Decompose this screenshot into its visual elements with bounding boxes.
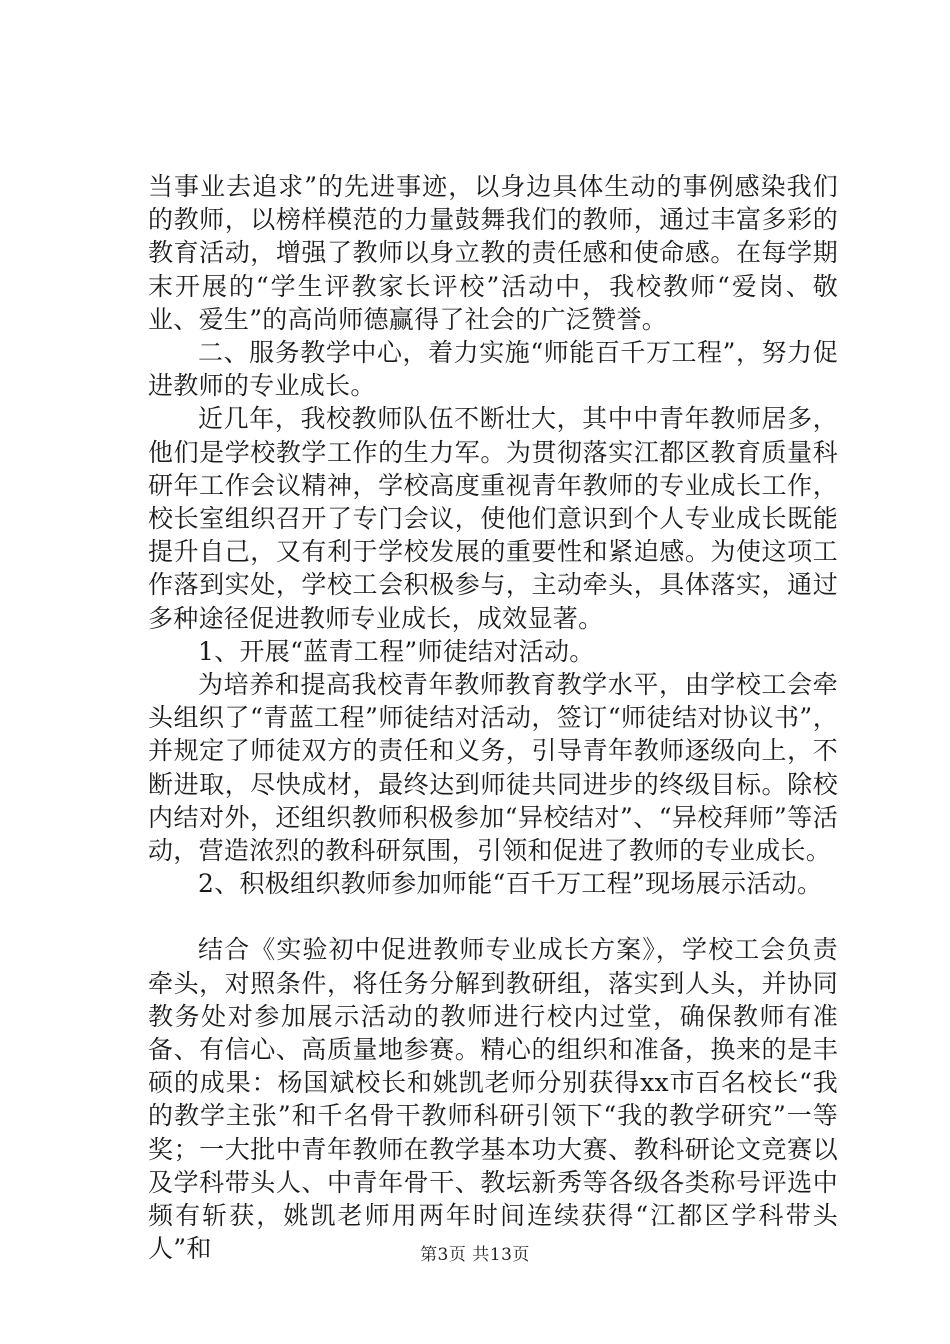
- paragraph-results: 结合《实验初中促进教师专业成长方案》，学校工会负责牵头，对照条件，将任务分解到教研组，落实到人头，并协同教务处对参加展示活动的教师进行校内过堂，确保教师有准备、有信心、高质量地参赛。精心的组织和准备，换来的是丰硕的成果：杨国斌校长和姚凯老师分别获得xx市百名校长“我的教学主张”和千名骨干教师科研引领下“我的教学研究”一等奖；一大批中青年教师在教学基本功大赛、教科研论文竞赛以及学科带头人、中青年骨干、教坛新秀等各级各类称号评选中频有斩获，姚凯老师用两年时间连续获得“江都区学科带头人”和: [148, 935, 838, 1264]
- subheading-1: 1、开展“蓝青工程”师徒结对活动。: [198, 636, 595, 666]
- paragraph-teacher-growth: 近几年，我校教师队伍不断壮大，其中中青年教师居多，他们是学校教学工作的生力军。为贯彻落实江都区教育质量科研年工作会议精神，学校高度重视青年教师的专业成长工作，校长室组织召开了专门会议，使他们意识到个人专业成长既能提升自己，又有利于学校发展的重要性和紧迫感。为使这项工作落到实处，学校工会积极参与，主动牵头，具体落实，通过多种途径促进教师专业成长，成效显著。: [148, 404, 838, 633]
- paragraph-mentoring: 为培养和提高我校青年教师教育教学水平，由学校工会牵头组织了“青蓝工程”师徒结对活动，签订“师徒结对协议书”，并规定了师徒双方的责任和义务，引导青年教师逐级向上，不断进取，尽快成材，最终达到师徒共同进步的终级目标。除校内结对外，还组织教师积极参加“异校结对”、“异校拜师”等活动，营造浓烈的教科研氛围，引领和促进了教师的专业成长。: [148, 670, 838, 866]
- paragraph-continuation: 当事业去追求”的先进事迹，以身边具体生动的事例感染我们的教师，以榜样模范的力量鼓舞我们的教师，通过丰富多彩的教育活动，增强了教师以身立教的责任感和使命感。在每学期末开展的“学生评教家长评校”活动中，我校教师“爱岗、敬业、爱生”的高尚师德赢得了社会的广泛赞誉。: [148, 172, 838, 334]
- document-body: [148, 170, 838, 1266]
- blank-line: [148, 900, 838, 933]
- section-heading-2: 二、服务教学中心，着力实施“师能百千万工程”，努力促进教师的专业成长。: [148, 338, 838, 401]
- subheading-2: 2、积极组织教师参加师能“百千万工程”现场展示活动。: [198, 869, 823, 899]
- page-number-footer: 第3页 共13页: [420, 1245, 530, 1265]
